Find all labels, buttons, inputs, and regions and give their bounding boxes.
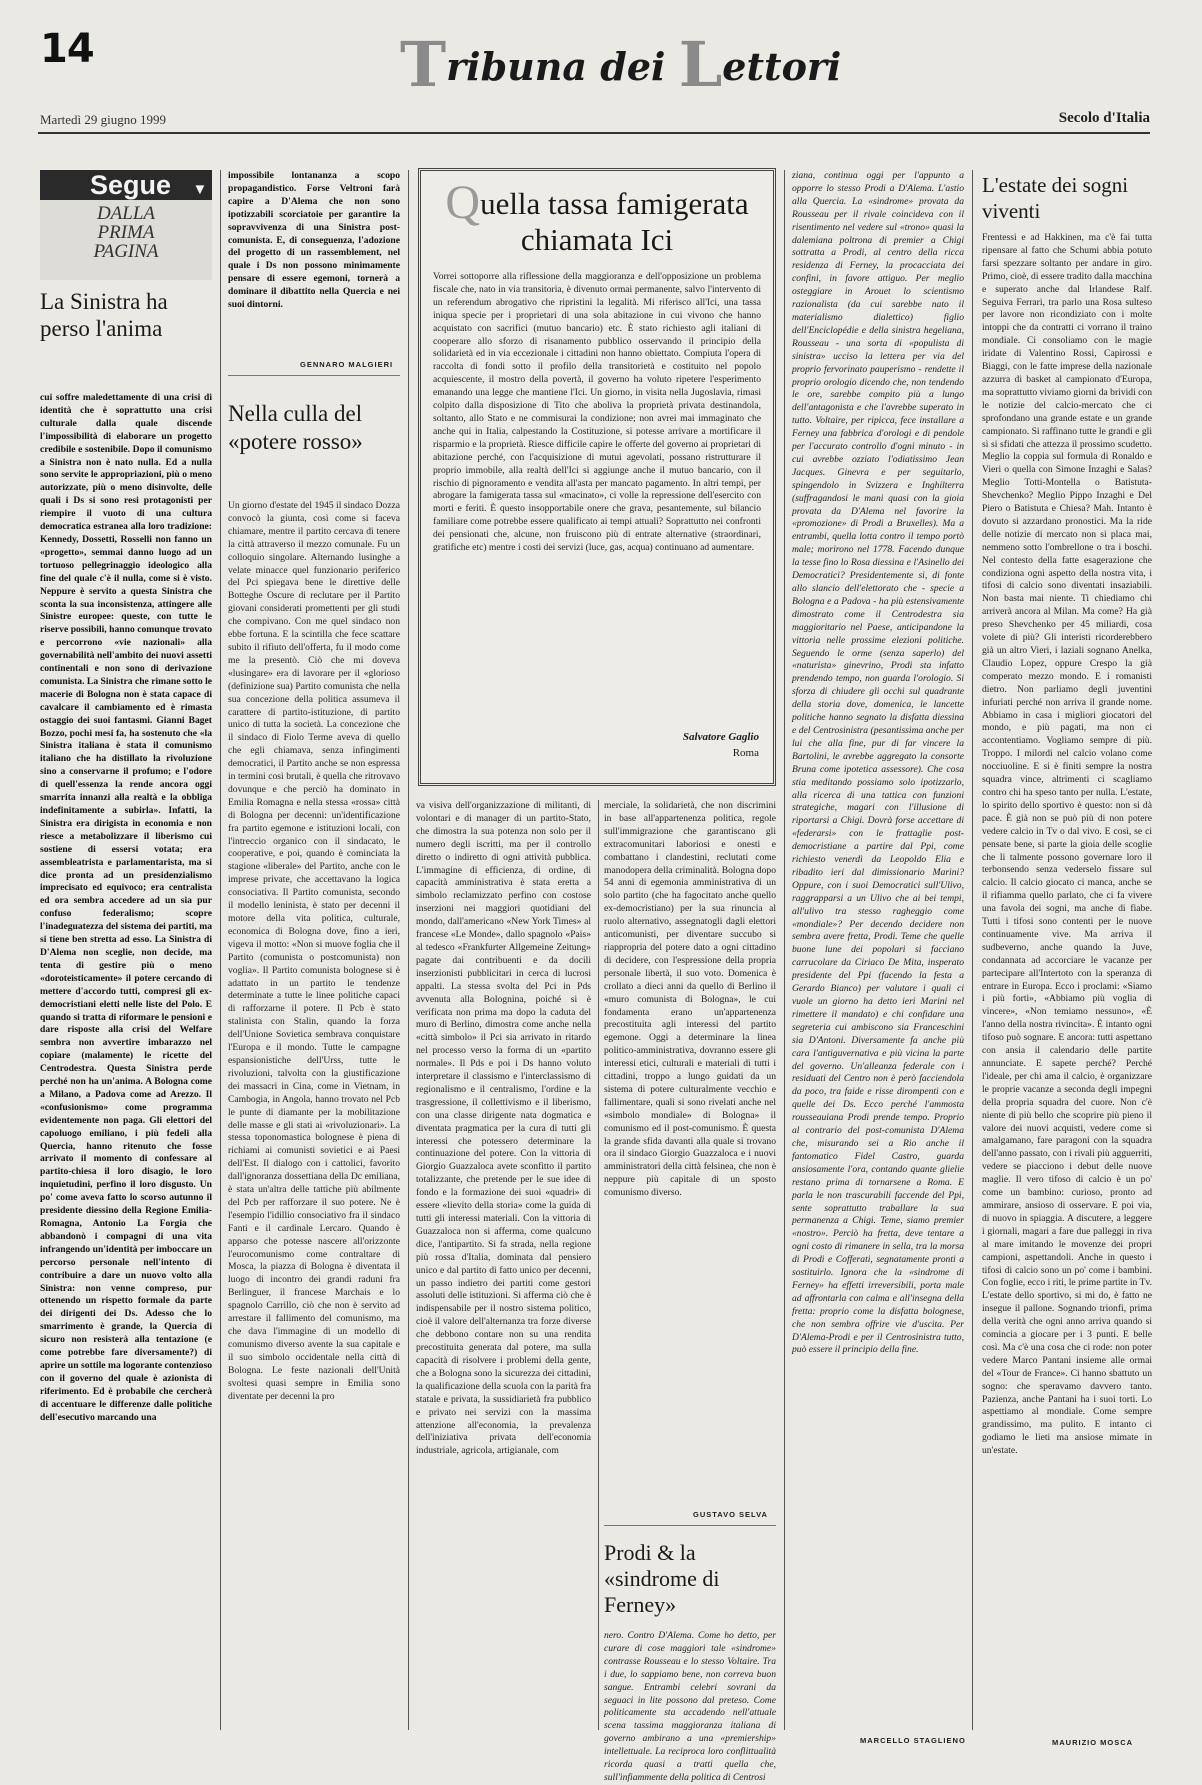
ici-title — [421, 176, 773, 258]
sinistra-author: GENNARO MALGIERI — [300, 360, 394, 369]
sinistra-column-1: cui soffre maledettamente di una crisi di identità che è soprattutto una crisi culturale dalla quale discende l'impossibilità di elaborare un progetto credibile e sostenibile. Dopo il comunismo a Sinistra non è nato nulla. Ed a nulla sono servite le appropriazioni, più o meno autorizzate, più o meno disinvolte, delle quali i Ds si sono resi protagonisti per riempire il vuoto di una cultura democratica estranea alla loro tradizione: Kennedy, Dossetti, Rosselli non fanno un «progetto», semmai danno luogo ad un tortuoso pellegrinaggio ideologico alla fine del quale c'è il nulla, come si è visto. Neppure è servito a questa Sinistra che sconta la sua inconsistenza, attingere alle Sinistre europee: queste, con tutte le riserve possibili, hanno comunque trovato e percorrono «vie nazionali» alla governabilità nell'ambito dei nuovi assetti continentali e non sono di derivazione comunista. La Sinistra che rimane sotto le macerie di Bologna non è stata capace di cavalcare il cambiamento ed è rimasta ostaggio dei suoi fantasmi. Gianni Baget Bozzo, pochi mesi fa, ha sostenuto che «la Sinistra italiana è stata il comunismo italiano che ha distillato la rivoluzione sino a conservarne il profumo; e l'odore di quell'essenza la rende ancora oggi smarrita innanzi alla realtà e la obbliga indefinitamente a subirla». Infatti, la Sinistra era dirigista in economia e non riesce a metabolizzare il liberismo cui sostiene di essersi votata; era assembleatrista e parlamentarista, ma si dice pronta ad un presidenzialismo imprecisato ed equivoco; era centralista ed ora sembra accedere ad un sia pur confuso federalismo; scopre l'inadeguatezza del sistema dei partiti, ma si tiene ben stretta ad esso. La Sinistra di D'Alema non sceglie, non decide, ma tenta di gestire più o meno «doroteisticamente» il potere cercando di mettere d'accordo tutti, compresi gli ex-democristiani eletti nelle liste del Polo. E quando si tratta di riformare le pensioni e dare risposte alla crisi del Welfare sembra non avvertire imbarazzo nel copiare (malamente) le ricette del Centrodestra. Questa Sinistra perde perché non ha un'anima. A Bologna come a Milano, a Padova come ad Arezzo. Il «confusionismo» come programma evidentemente non paga. Gli elettori del capoluogo emiliano, i più fedeli alla Quercia, hanno ritenuto che fosse arrivato il momento di confessare al partito-chiesa il loro disagio, le loro inquietudini, perfino il loro disgusto. Un po' come aveva fatto lo scorso autunno il presidente diessino della Regione Emilia-Romagna, Antonio La Forgia che abbandonò i compagni di una vita infrangendo un'identità per imboccare un percorso personale nell'intento di contribuire a dare un nuovo volto alla Sinistra: non venne compreso, pur ottenendo un rispetto formale da parte dei dirigenti dei Ds. Adesso che lo smarrimento è grande, la Quercia di sicuro non resisterà alla tentazione (e come potrebbe fare diversamente?) di aprire un sottile ma logorante contenzioso con il governo del quale è azionista di riferimento. Ed è probabile che cercherà di accentuare le differenze dalle politiche dell'esecutivo marcando una — [40, 392, 212, 1423]
column-rule — [598, 800, 599, 1730]
ici-author: Salvatore Gaglio — [682, 731, 759, 743]
issue-date: Martedì 29 giugno 1999 — [40, 112, 167, 127]
newspaper-name: Secolo d'Italia — [1058, 110, 1150, 126]
prodi-column-left: nero. Contro D'Alema. Come ho detto, per curare di cose maggiori tale «sindrome» contrasse Rousseau e lo stesso Voltaire. Tra i due, lo sappiamo bene, non correva buon sangue. Entrambi celebri sovrani da seguaci in lite possono dal preteso. Come politicamente sta accadendo nell'attuale scena tassima maggioranza italiana di governo ambirano a una «premiership» intellettuale. La reciproca loro conflittualità ricorda quasi a tratti quella che, sull'infiammente della politica di Centrosi — [604, 1630, 776, 1783]
section-title-suffix: ettori — [722, 44, 842, 89]
section-title-initial-t: T — [400, 28, 447, 101]
segue-box — [40, 170, 212, 280]
ici-body: Vorrei sottoporre alla riflessione della maggioranza e dell'opposizione un problema fiscale che, nato in via transitoria, è divenuto ormai permanente, salvo l'intervento di un referendum abrogativo che ripristini la legalità. Mi riferisco all'Ici, una tassa iniqua specie per i proprietari di una sola abitazione in cui vivono che hanno acquistato con sacrifici (mutuo bancario) etc. È stato richiesto agli italiani di cooperare allo sforzo di risanamento pubblico osservando il principio della solidarietà ed in via eccezionale i cittadini non hanno obiettato. Compiuta l'opera di raccolta di fondi sotto il profilo della transitorietà e costituito nel popolo acquiescente, il mostro della povertà, il governo ha voluto ripetere l'esperimento emanando una legge che mantiene l'Ici. Un giorno, in visita nella Jugoslavia, rimasi colpito dalla disposizione di Tito che aboliva la proprietà privata destinandola, soltanto, allo Stato e ne commisurai la condizione; non avrei mai immaginato che anche qui in Italia, calpestando la Costituzione, si potesse arrivare a mortificare il risparmio e la proprietà. Riesce difficile capire le offerte del governo ai proprietari di abitazione perché, con l'acquisizione di mutui agevolati, possano ristrutturare il proprio immobile, alla realtà dell'Ici si aggiunge anche il mutuo bancario, con il rischio di pignoramento e vendita all'asta per mancato pagamento. In altri tempi, per abrogare la famigerata tassa sul «macinato», ci volle la repressione dell'esercito con morti e feriti. È questo insopportabile onere che grava, pesantemente, sul bilancio familiare come potrebbe essere qualificato ai tempi attuali? Soprattutto nei confronti dei pensionati che, alcune, non fruiscono più di entrate alternative (straordinari, gratifiche etc) mentre i costi dei servizi (luce, gas, acqua) continuano ad aumentare. — [433, 271, 761, 554]
estate-body: Frentessi e ad Hakkinen, ma c'è fai tutta ripensare al fatto che Schumi abbia potuto farsi spezzare soltanto per andare in giro. Primo, cioè, di essere tradito dalla macchina e superato anche dal Irlandese Ralf. Seguiva Ferrari, tra parlo una Rosa sulteso per lavore non ricondiziato con i molte intoppi che da contratti ci vorrano il traino mondiale. Ci consoliamo con le magie iridate di Valentino Rossi, Capirossi e Biaggi, con le fatte imprese della nazionale azzurra di basket al campionato d'Europa, ma soprattutto viviamo giorni da brividi con le notizie del calcio-mercato che ci sprofondano una grande estate e un grande campionato. Si raffinano tutte le grandi e gli sì si sfidati che attezza il prossimo scudetto. Meglio la coppia sul formula di Ronaldo e Vieri o quella con Simone Inzaghi e Salas? Meglio Totti-Montella o Batistuta-Shevchenko? Meglio Pippo Inzaghi e Del Piero o Batistuta e Chiesa? Mah. Intanto è dovuto si azzardano pronostici. Ma la ride delle notizie di mercato non si placa mai, nemmeno sotto l'ombrellone o tra i boschi. Nel contesto della fatte esagerazione che condiziona ogni aspetto della nostra vita, i tifosi di calcio sono diventati insaziabili. Non basta mai niente. Ti chiediamo chi arriverà ancora al Milan. Ma come? Ha già preso Shevchenko per 45 miliardi, cosa volete di più? Gli interisti ricorderebbero già un altro Vieri, i laziali sognano Anelka, Claudio Lopez, oppure Crespo la già comperato mezzo mondo. E i romanisti dietro. Non parliamo degli juventini infuriati perché non arriva il grande nome. Abbiamo in casa i migliori giocatori del mondo, e più pagati, ma non ci accontentiamo. Vogliamo sempre di più. Troppo. I milordi nel calcio volano come nocciuoline. E si è finiti sempre la nostra squadra vince, altrimenti ci scagliamo contro chi ha speso tanto per nulla. L'estate, lo spirito dello sportivo è questo: non si dà pace. È già non se può più di non potere vedere calcio in Tv o dal vivo. E così, se ci pensate bene, si parte la gioia delle scoglie che li talmente possono governare loro il terbonsendo senza vederselo fissare sul calcio. Il calcio giocato ci manca, anche se il rifiamma quello parlato, che ci fa vivere una favola dei sogni, ma anche di fiabe. Tutti i tifosi sono contenti per le nuove continuamente vive. Ma arriva il sudbeverno, anche quando la Juve, condannata ad accorciare le vacanze per partecipare all'Intertoto con la speranza di entrare in Europa. Ecco i proclami: «Siamo i più forti», «Abbiamo più voglia di vincere», «Non temiamo nessuno», «È l'anno della nostra rivincita». È intanto ogni tifoso può sognare. E ancora: tutti aspettano con ansia il calendario delle partite annunciate. E sapete perché? Perché l'ideale, per chi ama il calcio, è organizzare le proprie vacanze a seconda degli impegni della propria squadra del cuore. Non c'è niente di più bello che scoprire più pieno il valore dei nuovi acquisti, vedere come si amalgamano, fare paragoni con la squadra dell'anno passato, con i rivali più agguerriti, vedere se piacciono i debut delle nuove maglie. Il vero tifoso di calcio è un po' come un bambino: curioso, pronto ad ammirare, ansioso di osservare. E poi via, di nuovo in spiaggia. A discutere, a leggere i giornali, magari a fare due palleggi in riva al mare imitando le movenze dei propri campioni, aspettandoli. Anche in questo i tifosi di calcio sono un po' come i bambini. Con foglie, ecco i riti, le prime partite in Tv. L'estate dello sportivo, si mi do, è fatto ne insegue il pallone. Sognando trionfi, prima della verità che ogni anno arriva quando si comincia a giocare per i 3 punti. E belle così. Ma c'è una cosa che ci rode: non poter vedere Marco Pantani insieme alle ormai del «Tour de France». Ci hanno sbattuto un sogno: che speravamo davvero tanto. Pazienza, anche Pantani ha i suoi torti. Lo aspettiamo al mondiale. Come sempre grandissimo, ma pulito. E intanto ci godiamo le lieti ma ansiose mimate in un'estate. — [982, 232, 1152, 1457]
header-rule — [38, 132, 1150, 134]
page-number: 14 — [40, 26, 94, 72]
sinistra-column-2: impossibile lontananza a scopo propagandistico. Forse Veltroni farà capire a D'Alema che non sono ipotizzabili scorciatoie per garantire la sopravvivenza di una Sinistra post-comunista. E, di conseguenza, l'adozione del progetto di un rassemblement, nel quale i Ds non possono minimamente pensare di essere egemoni, tornerà a dominare il dibattito nella Quercia e nei suoi dintorni. — [228, 170, 400, 311]
culla-title: Nella culla del «potere rosso» — [228, 401, 363, 454]
column-rule — [784, 170, 785, 1730]
culla-column-2: va visiva dell'organizzazione di militanti, di volontari e di manager di un partito-Stato, che dimostra la sua potenza non solo per il numero degli iscritti, ma per il controllo diretto o indiretto di ogni attività pubblica. L'immagine di efficienza, di ordine, di capacità amministrativa è stata eretta a simbolo reclamizzato perfino con costose inserzioni nei maggiori quotidiani del mondo, dall'americano «New York Times» al francese «Le Monde», dallo spagnolo «Pais» al tedesco «Frankfurter Allgemeine Zeitung» pagate dai contribuenti e da docili inserzionisti pubblicitari in cerca di lucrosi appalti. La stessa svolta del Pci in Pds avvenuta alla Bolognina, poiché si è verificata non prima ma dopo la caduta del muro di Berlino, dimostra come anche nella «città simbolo» il Pci sia arrivato in ritardo nel processo verso la forma di un «partito normale». Il Pds e poi i Ds hanno voluto interpretare il classismo e l'interclassismo di regionalismo e il centralismo, l'ordine e la trasgressione, il collettivismo e il liberismo, con una classe dirigente nata dogmatica e diventata pragmatica per la cura di tutti gli interessi che potessero determinare la continuazione del potere. Con la vittoria di Giorgio Guazzaloca avete sconfitto il partito totalizzante, che pretende per le sue idee di fondo e la formazione dei suoi «quadri» di essere «lievito della storia» come la guida di tutti gli interessi materiali. Con la vittoria di Guazzaloca non si afferma, come qualcuno dice, l'antipartito. Si fa strada, nella regione più rossa d'Italia, dominata dal pensiero unico e dal partito di fatto unico per decenni, un passo indietro dei partiti come gestori assoluti delle istituzioni. Si afferma ciò che è indispensabile per il nostro sistema politico, cioè il valore dell'alternanza tra forze diverse che debbono contare non su una rendita precostituita generata dal potere, ma sulla capacità di risolvere i problemi della gente, che a Bologna sono la sicurezza dei cittadini, la qualificazione della scuola con la parità fra statale e privata, la sussidiarietà fra pubblico e privato nei servizi con la massima attenzione all'economia, la prevalenza dell'iniziativa privata dell'economia industriale, agricola, artigianale, com — [416, 800, 591, 1457]
ici-title-line1: uella tassa famigerata — [480, 186, 749, 221]
sinistra-title: La Sinistra ha perso l'anima — [40, 289, 168, 341]
estate-author: MAURIZIO MOSCA — [1052, 1738, 1134, 1747]
section-title-middle: ribuna dei — [446, 44, 679, 89]
segue-subtitle-line: PRIMA — [97, 222, 155, 243]
segue-subtitle-line: PAGINA — [93, 241, 159, 262]
prodi-title: Prodi & la «sindrome di Ferney» — [604, 1540, 720, 1617]
ici-letter-box — [418, 168, 776, 786]
segue-subtitle-line: DALLA — [96, 203, 156, 224]
ici-title-line2: chiamata Ici — [520, 222, 674, 257]
culla-author: GUSTAVO SELVA — [693, 1510, 768, 1519]
column-rule — [972, 170, 973, 1730]
prodi-column-right: ziana, continua oggi per l'appunto a opporre lo stesso Prodi a D'Alema. L'astio alla Quercia. La «sindrome» provata da Rousseau per il rivale coincideva con il risentimento nel vedere sul «trono» quasi la dalemiana poltrona di premier a Chigi sottratta a Prodi, al centro della ricca residenza di Ferney, la procacciata dei confini, in favore attiguo. Per meglio osteggiare in Arouet lo scientismo razionalista (da cui sarebbe nato il materialismo dialettico) figlio dell'Enciclopédie e della sinistra hegeliana, Rousseau - una sorta di «populista di sinistra» ucciso la lettera per via del proprio fervorinato pauperismo - rendette il proprio orologio dicendo che, non tendendo le ore, sarebbe compito più a lungo dell'antagonista e che l'avrebbe superato in tutto. Voltaire, per ripicca, fece installare a Ferney una fabbrica d'orologi e di pendole per l'accurato controllo d'ogni minuto - in cui avrebbe ozziato l'odiatissimo Jean Jacques. Ginevra e per seguitarlo, spingendolo in Svizzera e Inghilterra (suffragandosi le mani quasi con la gioia provata da D'Alema nel favorire la «promozione» di Prodi a Bruxelles). Ma a entrambi, quella lotta contro il tempo portò male; morirono nel 1778. Facendo dunque la tesse fino lo Rosa diessina e l'Asinello dei Democratici? Presidentemente si, di fonte allo slancio dell'elettorato che - specie a Bologna e a Padova - ha più estensivamente dimostrato come il Centrodestra sia maggioritario nel Paese, anticipandone la vittoria nelle prossime elezioni politiche. Seguendo le orme (senza saperlo) del «naturista» ginevrino, Prodi sta infatto prendendo tempo, non guarda l'orologio. Si sforza di chiudere gli occhi sul quadrante della storia dove, domenica, le lancette politiche hanno segnato la disfatta diessina e del Centrosinistra (pesantissima anche per lui che alla fine, pur di far vincere la Bartolini, le avrebbe aggregato la consorte Bruna come ipotetica assessore). Che cosa stia meditando possiamo solo ipotizzarlo, alla ricerca di una tattica con funzioni strategiche, magari con l'illusione di riportarsi a Chigi. Dovrà forse accettare di «federarsi» con le frattaglie post-democristiane a partire dal Ppi, come richiesto venerdì da Leopoldo Elia e ribadito ieri dal dimissionario Marini? Oppure, con i suoi Democratici sull'Ulivo, raggrapparsi a un Ulivo che ai bei tempi, all'ulivo tra stesso ragheggio come «mondiale»? Per decendo decidere non sembra avere fretta, Prodi. Teme che quelle buone lune dei popolari si facciano carrucolare da Ciriaco De Mita, insperato presidente del Ppi (facendo la festa a Gerardo Bianco) per valutare i quali ci vuole un giorno ha detto ieri Marini nel rimettere il mandato) e chi confidare una segreteria cui ambiscono sia Franceschini sia D'Antoni. Diversamente fa anche più cara l'antiguvernativa e più vicina la parte del governo. Un'alleanza federale con i residuati del Centro non è però facciendola da poco, tra faide e risse dirompenti con e quelle dei Ds. Ecco perché l'ammosta rousseauiana Prodi prende tempo. Proprio al contrario del post-comunista D'Alema che, misurando sei a Rio anche il fantomatico Fidel Castro, guarda ansiosamente l'ora, contando quante glielie restano prima di tornarsene a Roma. E parla le non trascurabili faccende del Ppi, sente soprattutto traballare la sua permanenza a Chigi. Teme, siamo premier «nostro». Perciò ha fretta, deve tentare a ogni costo di rimanere in sella, tra la morsa di Prodi e Cofferati, segnatamente pronti a sostituirlo. Ignora che la «sindrome di Ferney» ha effetti irreversibili, porta male ad affrontarla con calma e all'insegna della fretta: proprio come la disfatta bolognese, che non sembra offrire vie d'uscita. Per D'Alema-Prodi e per il Centrosinistra tutto, può essere il principio della fine. — [792, 170, 964, 1356]
culla-column-1: Un giorno d'estate del 1945 il sindaco Dozza convocò la giunta, così come si faceva chiamare, mentre il partito cercava di tenere la città attraverso il mezzo comunale. Fu un colloquio singolare. Alternando lusinghe a velate minacce quel funzionario periferico del Pci spiegava bene le direttive delle Botteghe Oscure di reclutare per il Partito giovani considerati promettenti per gli studi che compivano. Con me quel sindaco non ebbe fortuna. E la scintilla che fece scattare subito il rifiuto dell'offerta, fu il modo come me la presentò. Ciò che mi doveva «lusingare» era di lavorare per il «glorioso (definizione sua) Partito comunista che nella sua concezione della politica assumeva il carattere di partito-istituzione, di partito unico di tutta la società. La concezione che il sindaco di Fiolo Terme aveva di quello che egli chiamava, senza infingimenti democratici, il Partito anche se non espressa in termini così brutali, è quella che ritrovavo dovunque e che perciò ha dominato in Emilia Romagna e nella stessa «rossa» città di Bologna per decenni: un'identificazione fra partito egemone e istituzioni locali, con l'intreccio organico con il sindacato, le cooperative, e poi, quando è cominciata la stagione «liberale» del Partito, anche con le imprese private, che accettavano la logica consociativa. Il Partito comunista, secondo il modello leninista, è stato per decenni il motore della vita politica, culturale, economica di Bologna dove, fino a ieri, vigeva il motto: «Non si muove foglia che il Partito (comunista o postcomunista) non voglia». Il Partito comunista bolognese si è adattato in un partito le tendenze determinate a tutte le linee politiche capaci di rafforzarne il potere. Il Pcb è stato stalinista con Stalin, quando la forza dell'Unione Sovietica sembrava conquistare l'Europa e il mondo. Tutte le campagne espansionistiche dell'Urss, tutte le rivoluzioni, talvolta con la giustificazione dei massacri in Cina, come in Vietnam, in Cambogia, in Angola, hanno trovato nel Pcb le punte di diamante per la mobilitazione delle masse e gli stati ai «rivoluzionari». La stessa toponomastica bolognese è piena di richiami ai comunisti sovietici e ai Paesi dell'Est. Il dialogo con i cattolici, favorito dall'ignoranza dossettiana della Dc emiliana, è stata un'altra delle tattiche più abilmente del Pcb per rafforzare il suo potere. Ne è l'esempio l'idillio consociativo fra il sindaco Fanti e il cardinale Lercaro. Quando è apparso che potesse nascere all'orizzonte l'eurocomunismo come contraltare di Mosca, la piazza di Bologna è diventata il luogo di incontro dei grandi raduni fra Berlinguer, il francese Marchais e lo spagnolo Carrillo, ciò che non è servito ad arrestare il fallimento del comunismo, ma che dava l'immagine di un modello di comunismo diverso avente la sua capitale e il suo simbolo occidentale nella città di Bologna. Le feste nazionali dell'Unità svoltesi quasi sempre in Emilia sono diventate per decenni la pro — [228, 500, 400, 1402]
ici-city: Roma — [732, 747, 759, 759]
culla-column-3: merciale, la solidarietà, che non discrimini in base all'appartenenza politica, regole sull'immigrazione che garantiscano gli extracomunitari laboriosi e onesti e combattano i clandestini, reclutati come manodopera della criminalità. Bologna dopo 54 anni di egemonia amministrativa di un solo partito (che ha fagocitato anche quello ex-democristiano) per la sua rinuncia al ruolo alternativo, assegnatogli dagli elettori anticomunisti, per diventare succubo si riappropria del potere dato a ogni cittadino di decidere, con l'espressione della propria personale libertà, il suo voto. Domenica è crollato a dieci anni da quello di Berlino il «muro comunista di Bologna», le cui fondamenta erano un'appartenenza precostituita agli interessi del partito egemone. Oggi a determinare la linea politico-amministrativa, dovranno essere gli interessi etici, culturali e materiali di tutti i cittadini, troppo a lungo guidati da un sistema di potere culturalmente vecchio e fallimentare, quali si sono rivelati anche nel «simbolo mondiale» di Bologna» il comunismo ed il post-comunismo. È questa la grande sfida davanti alla quale si trovano ora il sindaco Giorgio Guazzaloca e i nuovi amministratori della città felsinea, che non è neppure più capitale di un sposto comunismo diverso. — [604, 800, 776, 1199]
column-rule — [220, 170, 221, 1730]
segue-label: Segue — [90, 170, 172, 200]
article-separator — [604, 1525, 776, 1526]
section-title — [400, 28, 842, 108]
prodi-author: MARCELLO STAGLIENO — [860, 1736, 966, 1745]
estate-title: L'estate dei sogni viventi — [982, 173, 1129, 223]
ici-title-initial: Q — [445, 176, 481, 229]
column-rule — [408, 170, 409, 1730]
section-title-initial-l: L — [678, 28, 723, 101]
triangle-down-icon: ▼ — [192, 181, 208, 198]
segue-label-bar — [40, 170, 212, 200]
article-separator — [228, 375, 400, 376]
segue-subtitle — [40, 204, 212, 261]
